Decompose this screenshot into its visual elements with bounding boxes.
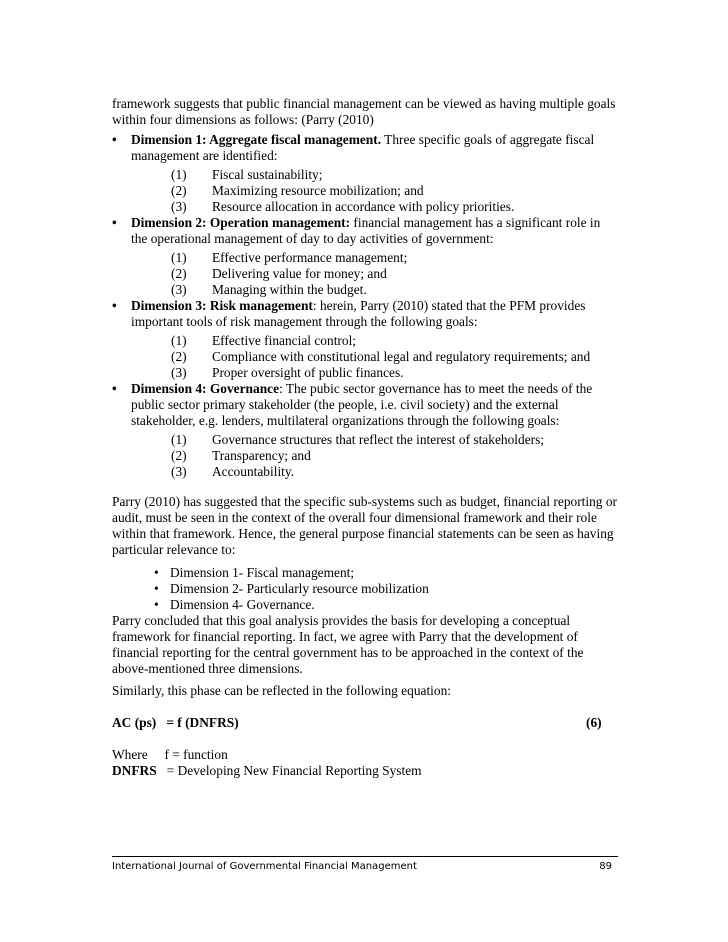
equation-number: (6): [586, 715, 602, 730]
goal-item: [131, 167, 618, 183]
goal-number: (1): [171, 333, 187, 348]
goal-text: Fiscal sustainability;: [212, 167, 323, 182]
paragraph-conclusion: Parry concluded that this goal analysis provides the basis for developing a conceptual framework for financial reporting. In fact, we agree with Parry that the development of financial reporting for the central government has to be approached in the context of the above-mentioned three dimensions.: [112, 613, 584, 676]
bullet-icon: •: [154, 565, 159, 580]
goal-list: [131, 250, 618, 298]
bullet-icon: •: [154, 581, 159, 596]
relevance-text: Dimension 2- Particularly resource mobilization: [170, 581, 429, 596]
paragraph-equation-intro: Similarly, this phase can be reflected in the following equation:: [112, 683, 452, 698]
relevance-text: Dimension 4- Governance.: [170, 597, 315, 612]
equation-lhs: AC (ps): [112, 715, 157, 730]
dimension-item: [112, 215, 618, 298]
equation-expression: [112, 715, 239, 731]
page-number: 89: [599, 861, 612, 872]
dimension-description: Three specific goals of aggregate fiscal management are identified:: [131, 132, 595, 163]
dimension-description: : herein, Parry (2010) stated that the PFM provides important tools of risk management through the following goals:: [131, 298, 586, 329]
where-definitions: [112, 747, 618, 779]
bullet-icon: •: [112, 132, 117, 147]
intro-paragraph: framework suggests that public financial management can be viewed as having multiple goals within four dimensions as follows: (Parry (2010): [112, 96, 616, 127]
journal-name: International Journal of Governmental Financial Management: [112, 861, 417, 872]
relevance-item: [112, 597, 618, 613]
goal-item: [131, 333, 618, 349]
dimension-text: [131, 381, 618, 429]
dimension-item: [112, 132, 618, 215]
goal-item: [131, 365, 618, 381]
goal-number: (2): [171, 349, 187, 364]
where-line-dnfrs: [112, 763, 618, 779]
goal-text: Proper oversight of public finances.: [212, 365, 404, 380]
goal-number: (2): [171, 266, 187, 281]
equation-rhs: = f (DNFRS): [166, 715, 239, 730]
goal-text: Governance structures that reflect the interest of stakeholders;: [212, 432, 545, 447]
paragraph-subsystems: Parry (2010) has suggested that the specific sub-systems such as budget, financial reporting or audit, must be seen in the context of the overall four dimensional framework and their role within that framework. Hence, the general purpose financial statements can be seen as having particular relevance to:: [112, 494, 617, 557]
goal-number: (1): [171, 250, 187, 265]
dimension-description: : The pubic sector governance has to meet the needs of the public sector primary stakeholder (the people, i.e. civil society) and the external stakeholder, e.g. lenders, multilateral organizations through the following goals:: [131, 381, 593, 428]
goal-text: Compliance with constitutional legal and regulatory requirements; and: [212, 349, 591, 364]
dimension-text: [131, 298, 618, 330]
dimension-title: Dimension 1: Aggregate fiscal management.: [131, 132, 382, 147]
relevance-item: [112, 565, 618, 581]
goal-item: [131, 282, 618, 298]
page-content: [112, 96, 618, 779]
relevance-list: [112, 565, 618, 613]
dimension-title: Dimension 2: Operation management:: [131, 215, 351, 230]
where-label: Where: [112, 747, 148, 762]
goal-item: [131, 199, 618, 215]
dnfrs-definition: = Developing New Financial Reporting System: [166, 763, 422, 778]
goal-number: (2): [171, 448, 187, 463]
goal-list: [131, 333, 618, 381]
bullet-icon: •: [112, 215, 117, 230]
dimension-item: [112, 298, 618, 381]
dimension-title: Dimension 3: Risk management: [131, 298, 313, 313]
relevance-item: [112, 581, 618, 597]
goal-text: Managing within the budget.: [212, 282, 367, 297]
dimension-text: [131, 132, 618, 164]
goal-text: Maximizing resource mobilization; and: [212, 183, 424, 198]
goal-text: Effective performance management;: [212, 250, 408, 265]
bullet-icon: •: [154, 597, 159, 612]
equation: [112, 715, 618, 731]
goal-text: Delivering value for money; and: [212, 266, 387, 281]
goal-item: [131, 183, 618, 199]
goal-item: [131, 250, 618, 266]
goal-text: Effective financial control;: [212, 333, 357, 348]
dimension-title: Dimension 4: Governance: [131, 381, 280, 396]
goal-number: (3): [171, 464, 187, 479]
goal-text: Accountability.: [212, 464, 295, 479]
goal-number: (2): [171, 183, 187, 198]
goal-list: [131, 167, 618, 215]
goal-item: [131, 266, 618, 282]
goal-number: (1): [171, 432, 187, 447]
relevance-text: Dimension 1- Fiscal management;: [170, 565, 355, 580]
goal-item: [131, 448, 618, 464]
function-definition: f = function: [164, 747, 228, 762]
bullet-icon: •: [112, 298, 117, 313]
goal-number: (3): [171, 365, 187, 380]
goal-item: [131, 432, 618, 448]
goal-number: (1): [171, 167, 187, 182]
goal-text: Transparency; and: [212, 448, 311, 463]
dimension-description: financial management has a significant role in the operational management of day to day activities of government:: [131, 215, 601, 246]
goal-item: [131, 349, 618, 365]
page-footer: [112, 856, 618, 872]
where-line-function: [112, 747, 618, 763]
dnfrs-term: DNFRS: [112, 763, 157, 778]
bullet-icon: •: [112, 381, 117, 396]
dimension-list: [112, 132, 618, 480]
goal-number: (3): [171, 282, 187, 297]
goal-number: (3): [171, 199, 187, 214]
goal-item: [131, 464, 618, 480]
goal-text: Resource allocation in accordance with policy priorities.: [212, 199, 515, 214]
dimension-text: [131, 215, 618, 247]
goal-list: [131, 432, 618, 480]
dimension-item: [112, 381, 618, 480]
